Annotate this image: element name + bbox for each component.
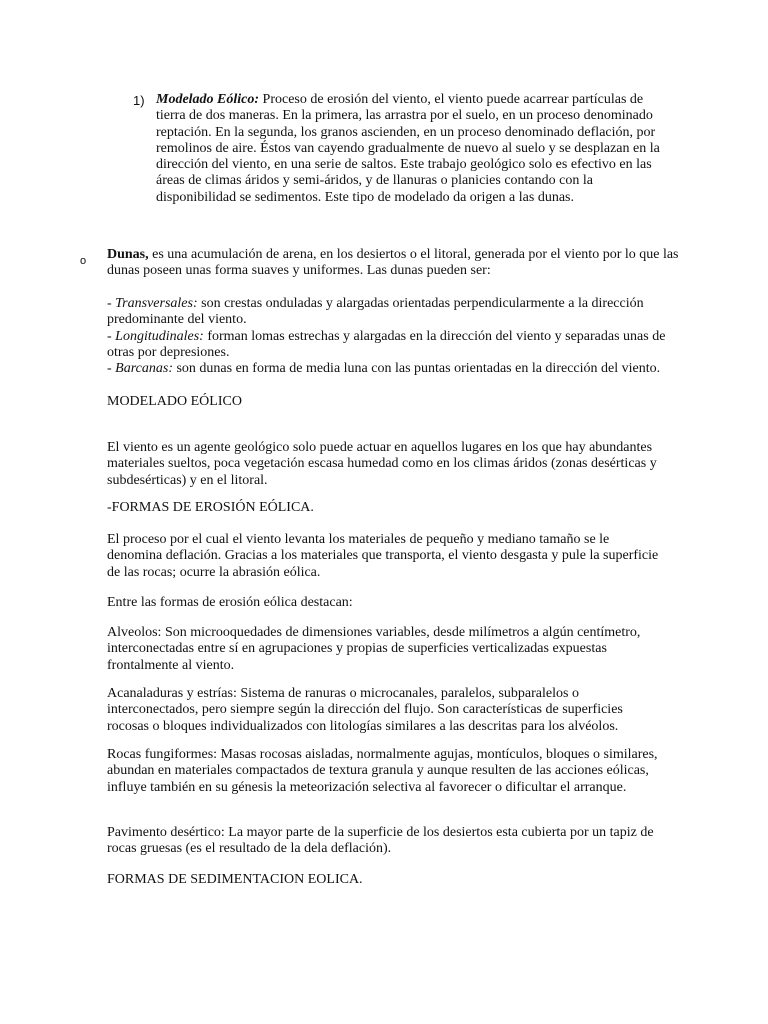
paragraph-formas-destacan: Entre las formas de erosión eólica destacan: [107, 595, 353, 610]
dune-type-desc: forman lomas estrechas y alargadas en la dirección del viento y separadas unas de otras por depresiones. [107, 328, 666, 360]
paragraph-deflacion: El proceso por el cual el viento levanta los materiales de pequeño y mediano tamaño se le denomina deflación. Gracias a los materiales que transporta, el viento desgasta y pule la superficie de las rocas; ocurre la abrasión eólica. [107, 532, 659, 580]
dune-type-name: Barcanas: [115, 361, 173, 377]
dash: - [107, 328, 116, 344]
paragraph-alveolos: Alveolos: Son microoquedades de dimensiones variables, desde milímetros a algún centímetro, interconectadas entre sí en agrupaciones y propias de superficies verticalizadas expuestas frontalmente al viento. [107, 625, 641, 673]
dune-type-transversales [107, 296, 687, 329]
dune-type-desc: son dunas en forma de media luna con las puntas orientadas en la dirección del viento. [172, 361, 661, 377]
dunas-text: es una acumulación de arena, en los desiertos o el litoral, generada por el viento por lo que las dunas poseen unas forma suaves y uniformes. Las dunas pueden ser: [107, 247, 679, 279]
list-number: 1) [133, 93, 145, 108]
dunas-paragraph [107, 247, 687, 280]
heading-formas-erosion: -FORMAS DE EROSIÓN EÓLICA. [107, 500, 314, 515]
term-modelado-eolico: Modelado Eólico: [156, 92, 260, 107]
bullet-marker: o [80, 255, 87, 267]
dash: - [107, 296, 116, 311]
dash: - [107, 361, 116, 377]
dune-types-list [107, 296, 687, 377]
modelado-eolico-paragraph [156, 92, 666, 206]
paragraph-agente-geologico: El viento es un agente geológico solo puede actuar en aquellos lugares en los que hay abundantes materiales sueltos, poca vegetación escasa humedad como en los climas áridos (zonas desérticas y subdesérticas) y en el litoral. [107, 440, 657, 488]
dune-type-name: Longitudinales: [115, 328, 204, 344]
dune-type-longitudinales [107, 329, 687, 362]
paragraph-acanaladuras: Acanaladuras y estrías: Sistema de ranuras o microcanales, paralelos, subparalelos o interconectados, pero siempre según la dirección del flujo. Son características de superficies rocosas o bloques individualizados con litologías similares a las descritas para los alvéolos. [107, 686, 623, 734]
term-dunas: Dunas, [107, 247, 149, 262]
heading-formas-sedimentacion: FORMAS DE SEDIMENTACION EOLICA. [107, 872, 363, 887]
dune-type-name: Transversales: [115, 296, 198, 311]
paragraph-pavimento-desertico: Pavimento desértico: La mayor parte de la superficie de los desiertos esta cubierta por un tapiz de rocas gruesas (es el resultado de la dela deflación). [107, 825, 654, 857]
modelado-eolico-text: Proceso de erosión del viento, el viento puede acarrear partículas de tierra de dos maneras. En la primera, las arrastra por el suelo, en un proceso denominado reptación. En la segunda, los granos ascienden, en un proceso denominado deflación, por remolinos de aire. Éstos van cayendo gradualmente de nuevo al suelo y se desplazan en la dirección del viento, en una serie de saltos. Este trabajo geológico solo es efectivo en las áreas de climas áridos y semi-áridos, y de llanuras o planicies contando con la disponibilidad se sedimentos. Este tipo de modelado da origen a las dunas. [156, 92, 660, 205]
dune-type-desc: son crestas onduladas y alargadas orientadas perpendicularmente a la dirección predominante del viento. [107, 296, 644, 328]
paragraph-rocas-fungiformes: Rocas fungiformes: Masas rocosas aisladas, normalmente agujas, montículos, bloques o similares, abundan en materiales compactados de textura granula y aunque resulten de las acciones eólicas, influye también en su génesis la meteorización selectiva al favorecer o dificultar el arranque. [107, 747, 658, 795]
dune-type-barcanas [107, 361, 687, 377]
heading-modelado-eolico: MODELADO EÓLICO [107, 394, 242, 409]
